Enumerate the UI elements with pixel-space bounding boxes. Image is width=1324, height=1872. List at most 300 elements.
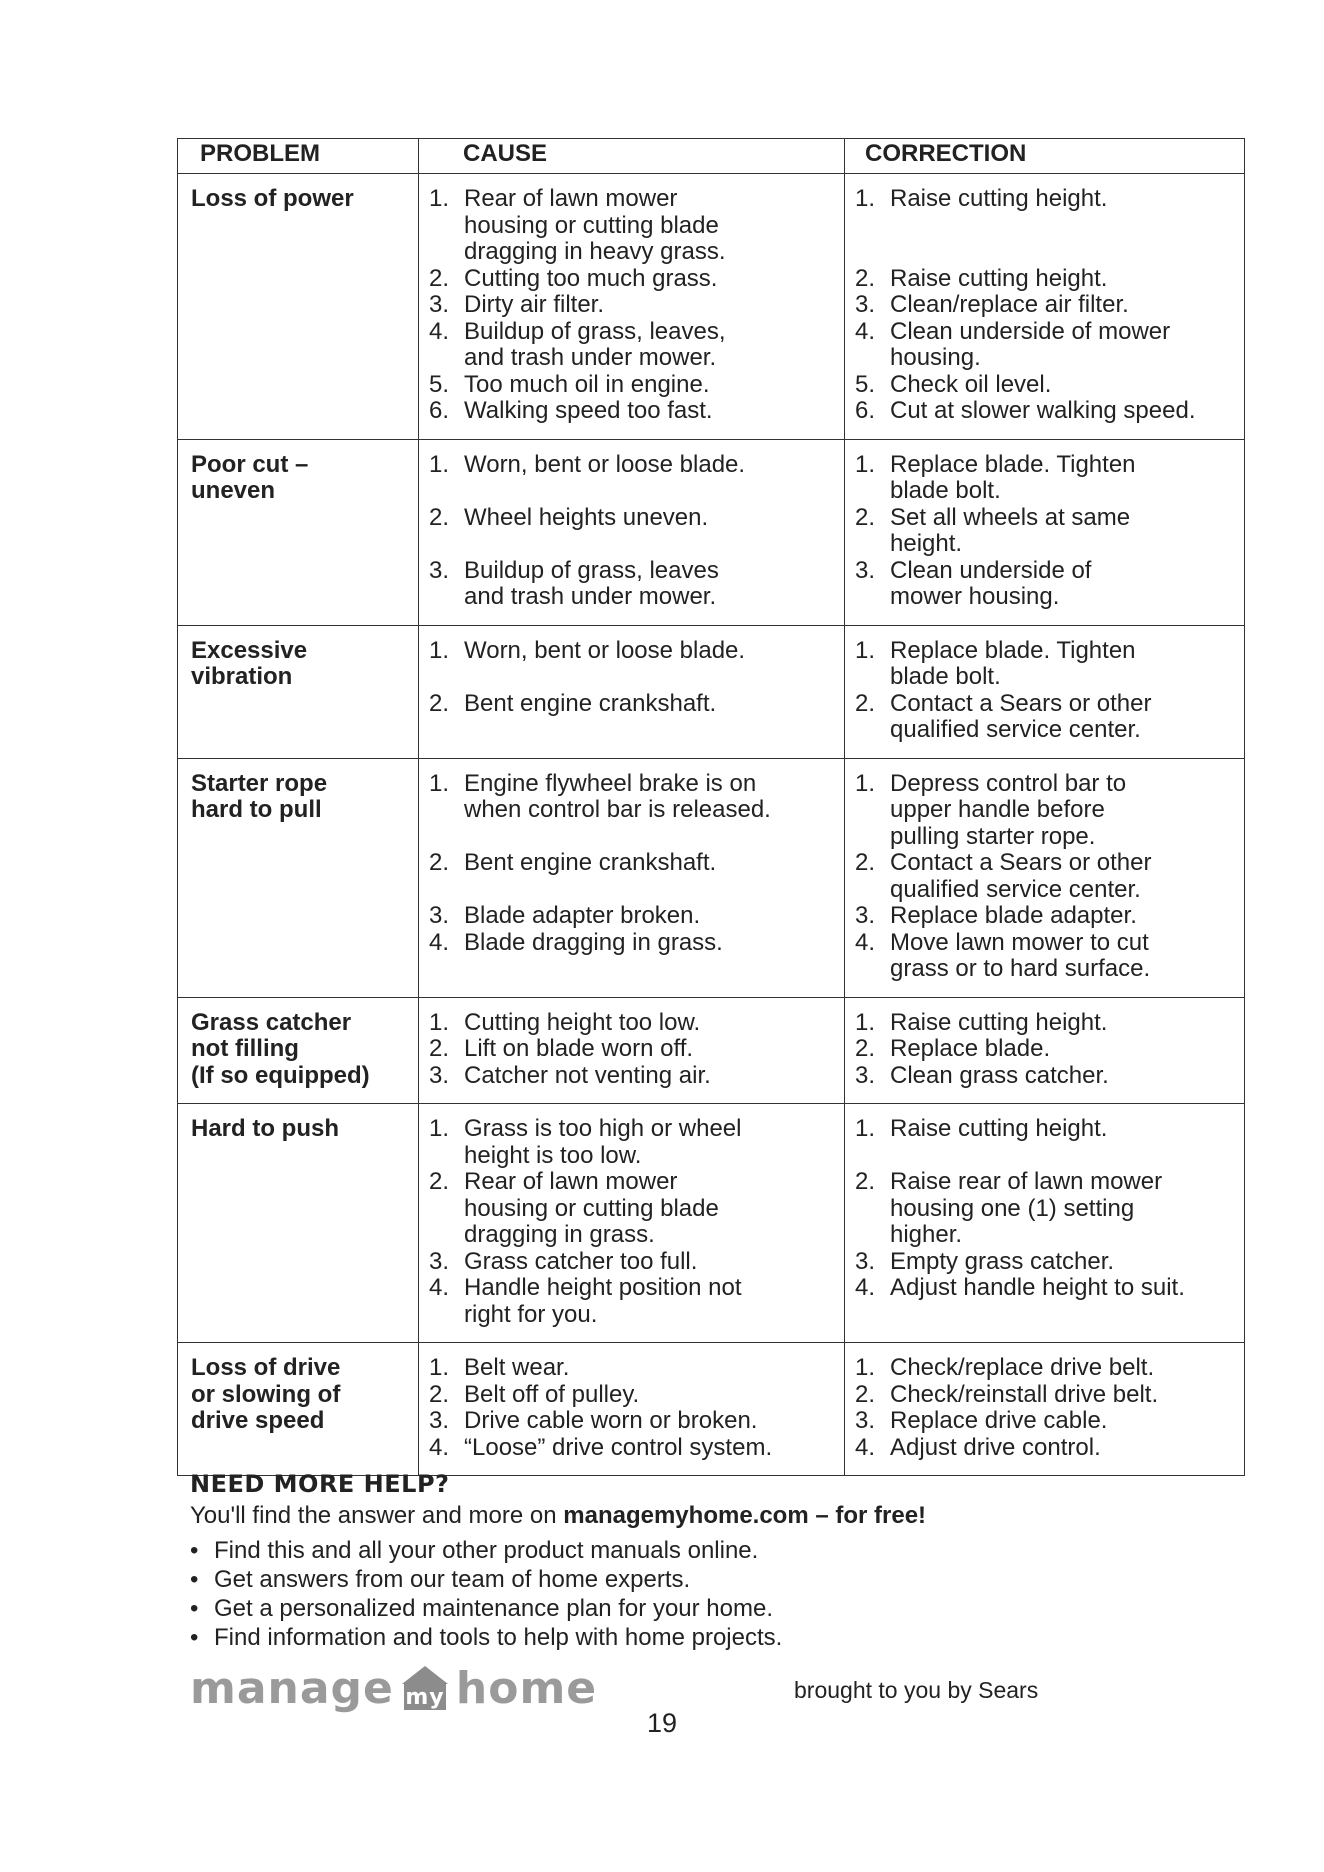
logo-text-manage: manage [190, 1662, 394, 1714]
causes-item [429, 266, 840, 293]
table-header-row [178, 139, 1245, 174]
problem-cell [178, 1104, 419, 1343]
item-number: 1. [429, 1354, 450, 1381]
item-line: Clean underside of mower [890, 317, 1171, 345]
logo-box-text: my [405, 1685, 445, 1710]
help-bullet-text: Get a personalized maintenance plan for your home. [214, 1595, 773, 1622]
page-number: 19 [646, 1708, 678, 1738]
item-text [464, 1435, 840, 1462]
item-line: Check oil level. [890, 370, 1052, 398]
help-bullet-text: Find information and tools to help with home projects. [214, 1624, 783, 1651]
help-intro-text: You'll find the answer and more on [190, 1502, 564, 1529]
item-text [464, 1169, 840, 1249]
item-number: 3. [429, 1061, 450, 1089]
item-number: 1. [855, 450, 876, 478]
item-text [890, 1010, 1240, 1037]
item-text [890, 558, 1240, 611]
causes-item [429, 319, 840, 372]
item-text [890, 1275, 1240, 1302]
item-number: 4. [429, 1433, 450, 1461]
help-bullet [190, 1623, 1090, 1652]
help-bullet-text: Find this and all your other product manuals online. [214, 1537, 759, 1564]
item-text [464, 398, 840, 425]
problem-line: Poor cut – [191, 450, 309, 478]
causes-item [429, 638, 840, 665]
causes-item [429, 1275, 840, 1328]
item-text [464, 638, 840, 665]
item-number: 4. [855, 1433, 876, 1461]
item-number: 1. [429, 1115, 450, 1142]
item-number: 2. [855, 1380, 876, 1408]
item-line: qualified service center. [890, 875, 1141, 903]
item-text [890, 850, 1240, 903]
item-line: height. [890, 530, 963, 557]
item-number: 3. [429, 1247, 450, 1275]
cause-cell [419, 625, 845, 758]
problem-cell [178, 1343, 419, 1476]
item-number: 3. [429, 1407, 450, 1434]
item-line: housing one (1) setting [890, 1194, 1135, 1222]
causes-item [429, 398, 840, 425]
item-line: Walking speed too fast. [464, 397, 713, 424]
correction-cell [845, 758, 1245, 997]
problem-line: or slowing of [191, 1380, 341, 1408]
problem-line: Loss of power [191, 185, 354, 212]
item-number: 5. [855, 370, 876, 398]
causes-item [429, 1169, 840, 1249]
cause-cell [419, 997, 845, 1104]
correction-cell [845, 1104, 1245, 1343]
item-number: 2. [855, 689, 876, 717]
bullet-dot-icon: • [190, 1624, 199, 1651]
item-line: Buildup of grass, leaves, [464, 317, 726, 345]
item-line: Grass is too high or wheel [464, 1115, 742, 1142]
corrections-item [855, 266, 1240, 293]
item-text [890, 292, 1240, 319]
cause-cell [419, 439, 845, 625]
item-line: Wheel heights uneven. [464, 503, 709, 531]
item-line: Move lawn mower to cut [890, 928, 1149, 956]
brought-by-text: brought to you by Sears [794, 1677, 1039, 1703]
item-number: 1. [429, 769, 450, 797]
item-line: Bent engine crankshaft. [464, 689, 717, 717]
item-number: 3. [855, 1247, 876, 1275]
problem-line: vibration [191, 663, 293, 690]
causes-item [429, 1408, 840, 1435]
item-text [464, 1382, 840, 1409]
item-text [464, 691, 840, 718]
item-line: Dirty air filter. [464, 291, 605, 318]
item-line: Adjust drive control. [890, 1433, 1101, 1461]
item-number: 2. [429, 503, 450, 531]
item-text [890, 771, 1240, 851]
item-text [890, 1036, 1240, 1063]
item-text [464, 1408, 840, 1435]
item-line: and trash under mower. [464, 583, 717, 610]
item-line: grass or to hard surface. [890, 955, 1151, 982]
item-number: 5. [429, 370, 450, 398]
problem-line: drive speed [191, 1407, 325, 1434]
item-line: housing. [890, 344, 981, 371]
corrections-item [855, 1408, 1240, 1435]
item-number: 6. [855, 397, 876, 424]
causes-item [429, 771, 840, 824]
item-line: Contact a Sears or other [890, 849, 1152, 876]
item-number: 4. [429, 1274, 450, 1301]
item-number: 3. [855, 902, 876, 929]
item-text [464, 1355, 840, 1382]
table-row [178, 439, 1245, 625]
item-text [890, 1169, 1240, 1249]
corrections-item [855, 1249, 1240, 1276]
item-text [464, 1275, 840, 1328]
causes-item [429, 930, 840, 957]
item-text [890, 1063, 1240, 1090]
item-line: Depress control bar to [890, 769, 1127, 797]
correction-cell [845, 174, 1245, 440]
corrections-item [855, 292, 1240, 319]
causes-item [429, 1249, 840, 1276]
causes-item [429, 292, 840, 319]
help-bullet-list [190, 1536, 1090, 1652]
problem-cell [178, 758, 419, 997]
problem-line: Excessive [191, 636, 308, 664]
corrections-item [855, 1382, 1240, 1409]
item-number: 1. [855, 185, 876, 212]
correction-cell [845, 997, 1245, 1104]
item-line: Worn, bent or loose blade. [464, 636, 746, 664]
corrections-item [855, 1063, 1240, 1090]
causes-item [429, 850, 840, 877]
causes-item [429, 505, 840, 532]
causes-item [429, 691, 840, 718]
troubleshooting-table [177, 138, 1245, 1476]
corrections-item [855, 452, 1240, 505]
item-line: blade bolt. [890, 477, 1001, 504]
item-number: 2. [429, 689, 450, 717]
item-text [890, 1382, 1240, 1409]
item-number: 2. [429, 264, 450, 292]
causes-item [429, 452, 840, 479]
item-line: Cut at slower walking speed. [890, 397, 1196, 424]
item-line: upper handle before [890, 796, 1105, 823]
corrections-item [855, 850, 1240, 903]
item-text [890, 1408, 1240, 1435]
item-text [890, 1249, 1240, 1276]
problem-line: Loss of drive [191, 1354, 341, 1381]
item-line: and trash under mower. [464, 344, 717, 371]
item-text [464, 266, 840, 293]
item-line: Raise rear of lawn mower [890, 1168, 1163, 1195]
item-number: 2. [855, 503, 876, 531]
cause-cell [419, 1104, 845, 1343]
item-line: Empty grass catcher. [890, 1247, 1115, 1275]
item-number: 1. [855, 636, 876, 664]
item-number: 3. [855, 291, 876, 318]
item-line: Grass catcher too full. [464, 1247, 698, 1275]
item-line: Clean underside of [890, 556, 1092, 584]
item-number: 6. [429, 397, 450, 424]
item-line: right for you. [464, 1300, 598, 1328]
corrections-item [855, 930, 1240, 983]
table-row [178, 997, 1245, 1104]
table-row [178, 758, 1245, 997]
corrections-item [855, 319, 1240, 372]
bullet-dot-icon: • [190, 1566, 199, 1593]
help-bullet [190, 1594, 1090, 1623]
corrections-item [855, 186, 1240, 213]
item-line: Clean grass catcher. [890, 1061, 1109, 1089]
item-number: 4. [855, 1274, 876, 1301]
item-line: Clean/replace air filter. [890, 291, 1129, 318]
item-line: Worn, bent or loose blade. [464, 450, 746, 478]
item-line: Rear of lawn mower [464, 185, 678, 212]
item-line: Raise cutting height. [890, 1115, 1108, 1142]
corrections-item [855, 1116, 1240, 1143]
cause-cell [419, 758, 845, 997]
item-line: Replace blade adapter. [890, 902, 1137, 929]
causes-item [429, 186, 840, 266]
item-line: Buildup of grass, leaves [464, 556, 719, 584]
item-number: 2. [855, 849, 876, 876]
problem-line: uneven [191, 477, 276, 504]
item-number: 4. [855, 928, 876, 956]
header-cause: CAUSE [419, 139, 845, 174]
item-number: 2. [429, 1380, 450, 1408]
item-line: dragging in heavy grass. [464, 238, 726, 265]
item-line: Engine flywheel brake is on [464, 769, 757, 797]
item-number: 1. [855, 1115, 876, 1142]
item-line: qualified service center. [890, 716, 1141, 743]
item-line: Raise cutting height. [890, 264, 1108, 292]
item-line: pulling starter rope. [890, 822, 1096, 850]
problem-cell [178, 439, 419, 625]
item-text [890, 452, 1240, 505]
item-line: Adjust handle height to suit. [890, 1274, 1185, 1301]
need-more-help-section [190, 1470, 1090, 1652]
item-line: higher. [890, 1221, 963, 1248]
item-number: 1. [429, 450, 450, 478]
item-line: Bent engine crankshaft. [464, 849, 717, 876]
causes-item [429, 1036, 840, 1063]
table-row [178, 1343, 1245, 1476]
item-number: 3. [429, 556, 450, 584]
item-line: dragging in grass. [464, 1221, 655, 1248]
item-number: 1. [429, 636, 450, 664]
item-line: Raise cutting height. [890, 1008, 1108, 1036]
item-text [464, 850, 840, 877]
item-line: Blade dragging in grass. [464, 928, 723, 956]
item-text [464, 558, 840, 611]
item-line: housing or cutting blade [464, 211, 719, 239]
item-text [464, 1036, 840, 1063]
item-line: Replace blade. Tighten [890, 450, 1136, 478]
correction-cell [845, 1343, 1245, 1476]
problem-cell [178, 997, 419, 1104]
item-text [890, 930, 1240, 983]
item-text [464, 292, 840, 319]
item-number: 4. [429, 928, 450, 956]
item-line: Replace drive cable. [890, 1407, 1108, 1434]
item-text [890, 903, 1240, 930]
causes-item [429, 1382, 840, 1409]
item-text [464, 1063, 840, 1090]
item-line: Set all wheels at same [890, 503, 1131, 531]
help-title: NEED MORE HELP? [190, 1470, 450, 1498]
item-text [464, 903, 840, 930]
item-number: 1. [855, 769, 876, 797]
table-body [178, 174, 1245, 1476]
item-number: 3. [855, 1061, 876, 1089]
header-problem: PROBLEM [178, 139, 419, 174]
item-text [890, 1116, 1240, 1143]
item-number: 3. [855, 556, 876, 584]
corrections-item [855, 505, 1240, 558]
corrections-item [855, 1036, 1240, 1063]
problem-cell [178, 625, 419, 758]
causes-item [429, 558, 840, 611]
help-bullet [190, 1565, 1090, 1594]
causes-item [429, 1435, 840, 1462]
item-text [890, 186, 1240, 213]
item-line: Too much oil in engine. [464, 370, 710, 398]
problem-line: (If so equipped) [191, 1061, 370, 1089]
corrections-item [855, 372, 1240, 399]
item-line: Check/reinstall drive belt. [890, 1380, 1159, 1408]
item-number: 1. [429, 185, 450, 212]
item-line: Belt wear. [464, 1354, 570, 1381]
item-line: Check/replace drive belt. [890, 1354, 1155, 1381]
item-line: housing or cutting blade [464, 1194, 719, 1222]
item-text [890, 319, 1240, 372]
help-intro [190, 1501, 1090, 1530]
correction-cell [845, 625, 1245, 758]
item-number: 2. [429, 849, 450, 876]
corrections-item [855, 1169, 1240, 1249]
item-text [890, 691, 1240, 744]
item-number: 4. [429, 317, 450, 345]
table-row [178, 174, 1245, 440]
item-line: Rear of lawn mower [464, 1168, 678, 1195]
item-number: 1. [855, 1008, 876, 1036]
item-text [464, 1010, 840, 1037]
item-line: Raise cutting height. [890, 185, 1108, 212]
item-text [890, 266, 1240, 293]
item-number: 3. [429, 291, 450, 318]
item-text [464, 505, 840, 532]
corrections-item [855, 771, 1240, 851]
item-text [464, 452, 840, 479]
item-number: 2. [855, 264, 876, 292]
causes-item [429, 1063, 840, 1090]
item-line: Catcher not venting air. [464, 1061, 711, 1089]
causes-item [429, 903, 840, 930]
item-number: 2. [855, 1168, 876, 1195]
help-bullet-text: Get answers from our team of home experts. [214, 1566, 691, 1593]
corrections-item [855, 903, 1240, 930]
item-line: Lift on blade worn off. [464, 1035, 694, 1062]
bullet-dot-icon: • [190, 1595, 199, 1622]
item-text [890, 1435, 1240, 1462]
problem-line: hard to pull [191, 796, 322, 823]
item-line: blade bolt. [890, 663, 1001, 690]
item-number: 1. [429, 1008, 450, 1036]
item-text [890, 398, 1240, 425]
header-correction: CORRECTION [845, 139, 1245, 174]
item-text [890, 638, 1240, 691]
item-line: Cutting too much grass. [464, 264, 718, 292]
bullet-dot-icon: • [190, 1537, 199, 1564]
item-line: Replace blade. Tighten [890, 636, 1136, 664]
problem-line: Starter rope [191, 769, 328, 797]
item-text [890, 1355, 1240, 1382]
corrections-item [855, 1435, 1240, 1462]
item-line: Replace blade. [890, 1035, 1051, 1062]
house-my-icon [398, 1664, 452, 1712]
table-row [178, 625, 1245, 758]
item-text [464, 319, 840, 372]
item-line: Handle height position not [464, 1274, 742, 1301]
item-text [464, 771, 840, 824]
causes-item [429, 372, 840, 399]
causes-item [429, 1355, 840, 1382]
item-line: mower housing. [890, 583, 1060, 610]
item-text [464, 1249, 840, 1276]
cause-cell [419, 174, 845, 440]
item-line: Belt off of pulley. [464, 1380, 640, 1408]
item-line: “Loose” drive control system. [464, 1433, 773, 1461]
item-line: height is too low. [464, 1141, 642, 1169]
correction-cell [845, 439, 1245, 625]
corrections-item [855, 558, 1240, 611]
item-line: Drive cable worn or broken. [464, 1407, 758, 1434]
cause-cell [419, 1343, 845, 1476]
item-line: Cutting height too low. [464, 1008, 701, 1036]
item-text [464, 372, 840, 399]
corrections-item [855, 1010, 1240, 1037]
item-number: 3. [855, 1407, 876, 1434]
item-number: 2. [855, 1035, 876, 1062]
item-text [890, 372, 1240, 399]
item-number: 3. [429, 902, 450, 929]
item-number: 1. [855, 1354, 876, 1381]
problem-cell [178, 174, 419, 440]
corrections-item [855, 691, 1240, 744]
corrections-item [855, 638, 1240, 691]
item-text [464, 186, 840, 266]
problem-line: not filling [191, 1035, 299, 1062]
item-line: Contact a Sears or other [890, 689, 1152, 717]
item-text [890, 505, 1240, 558]
help-intro-link[interactable]: managemyhome.com – for free! [563, 1502, 927, 1529]
item-number: 2. [429, 1035, 450, 1062]
corrections-item [855, 398, 1240, 425]
corrections-item [855, 1275, 1240, 1302]
item-text [464, 1116, 840, 1169]
item-line: Blade adapter broken. [464, 902, 701, 929]
causes-item [429, 1116, 840, 1169]
item-number: 4. [855, 317, 876, 345]
help-bullet [190, 1536, 1090, 1565]
causes-item [429, 1010, 840, 1037]
problem-line: Grass catcher [191, 1008, 352, 1036]
corrections-item [855, 1355, 1240, 1382]
item-text [464, 930, 840, 957]
problem-line: Hard to push [191, 1115, 339, 1142]
table-row [178, 1104, 1245, 1343]
item-number: 2. [429, 1168, 450, 1195]
logo-text-home: home [455, 1662, 598, 1714]
